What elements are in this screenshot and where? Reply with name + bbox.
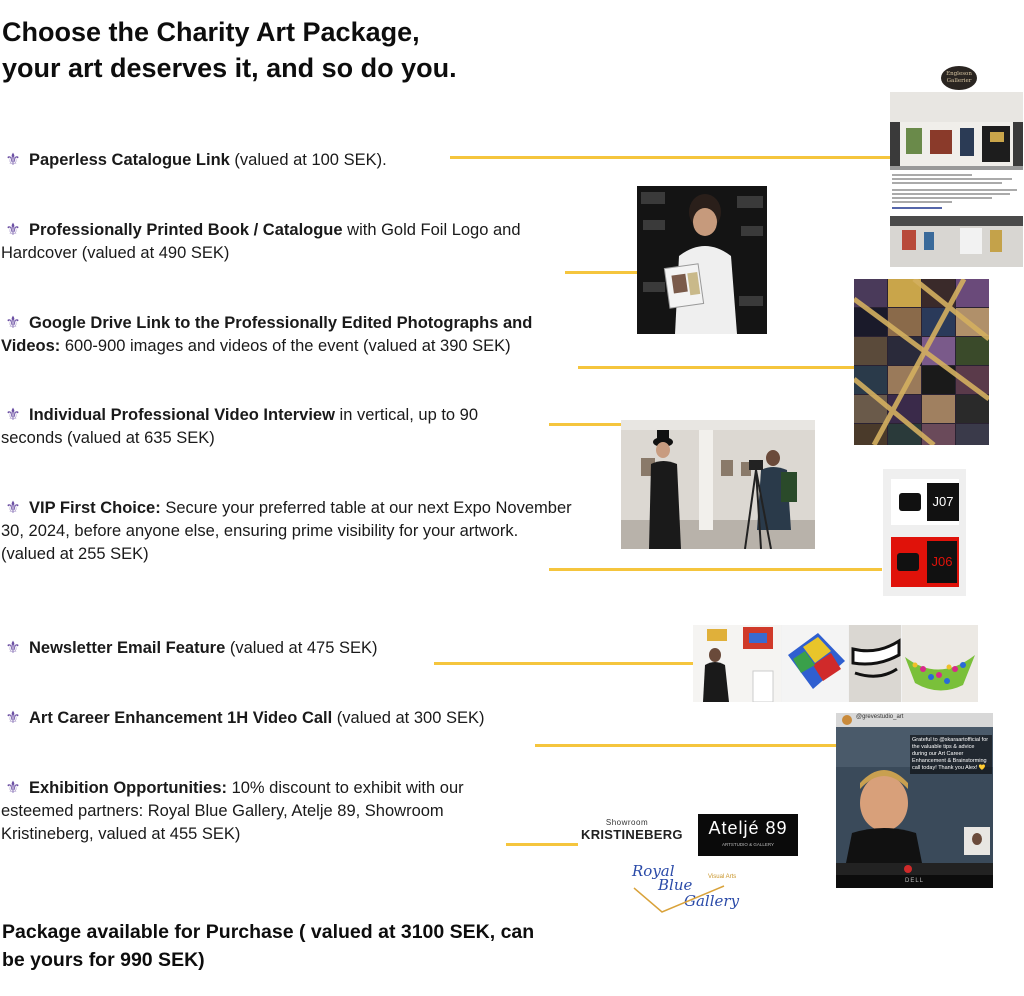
offer-line-1: Package available for Purchase ( valued at 3100 SEK, can	[2, 921, 535, 943]
connector-line	[565, 271, 637, 274]
call-controls	[836, 863, 993, 875]
item-title: Art Career Enhancement 1H Video Call	[29, 709, 333, 727]
royal-blue-gallery-logo	[628, 862, 746, 918]
logo-text: ARTSTUDIO & GALLERY	[721, 842, 775, 847]
connector-line	[535, 744, 836, 747]
list-item-vip-first-choice	[1, 496, 579, 566]
printed-book-photo	[637, 186, 767, 334]
logo-text: Visual Arts	[708, 874, 737, 880]
package-offer	[2, 918, 602, 974]
item-title: Google Drive Link to the Professionally Edited Photographs and Videos:	[1, 314, 533, 355]
atelje-89-logo	[698, 814, 798, 856]
list-item-exhibition	[1, 776, 531, 846]
newsletter-feature-images	[693, 625, 978, 702]
item-title: VIP First Choice:	[29, 499, 161, 517]
fleur-de-lis-icon: ⚜	[5, 708, 21, 727]
event-photos-collage	[854, 279, 989, 445]
logo-swoosh	[628, 882, 746, 918]
offer-line-2: be yours for 990 SEK)	[2, 949, 205, 971]
connector-line	[549, 423, 621, 426]
connector-line	[549, 568, 882, 571]
logo-text: Gallerier	[946, 78, 972, 84]
table-j07-tile	[891, 479, 959, 525]
item-desc: (valued at 100 SEK).	[229, 151, 387, 169]
list-item-newsletter	[1, 636, 576, 660]
list-item-career-call	[1, 706, 576, 730]
newsletter-strip-drawing	[693, 625, 978, 702]
item-desc: 600-900 images and videos of the event (valued at 390 SEK)	[60, 337, 511, 355]
engleson-gallerier-logo	[941, 66, 977, 90]
list-item-video-interview	[1, 403, 541, 450]
title-line-2: your art deserves it, and so do you.	[2, 53, 457, 83]
fleur-de-lis-icon: ⚜	[5, 150, 21, 169]
video-call-screenshot	[836, 713, 993, 888]
video-interview-drawing	[621, 420, 815, 549]
list-item-printed-book	[1, 218, 576, 265]
logo-text: Ateljé 89	[708, 818, 788, 838]
printed-book-drawing	[637, 186, 767, 334]
call-message: Grateful to @skaraartofficial for the valuable tips & advice during our Art Career Enhancement & Brainstorming call today! Thank you Alex! 💛	[910, 735, 992, 774]
title-line-1: Choose the Charity Art Package,	[2, 17, 420, 47]
logo-text: Showroom	[605, 818, 649, 827]
call-video-area	[836, 727, 993, 863]
catalogue-page-drawing	[890, 92, 1023, 267]
item-extra: (valued at 255 SEK)	[1, 545, 149, 563]
table-icon	[897, 553, 919, 571]
table-icon	[899, 493, 921, 511]
item-desc: 10% discount to exhibit with our esteemed partners: Royal Blue Gallery, Atelje 89, Showroom Kristineberg, valued at 455 SEK)	[1, 779, 464, 843]
list-item-paperless-catalogue	[1, 148, 576, 172]
end-call-icon	[904, 865, 912, 873]
fleur-de-lis-icon: ⚜	[5, 220, 21, 239]
browser-bar	[836, 713, 993, 727]
call-header: @grevestudio_art	[856, 714, 904, 720]
logo-text: Royal	[632, 862, 675, 880]
fleur-de-lis-icon: ⚜	[5, 313, 21, 332]
fleur-de-lis-icon: ⚜	[5, 498, 21, 517]
showroom-kristineberg-logo	[581, 818, 683, 852]
item-desc: in vertical, up to 90 seconds (valued at 635 SEK)	[1, 406, 479, 447]
connector-line	[578, 366, 854, 369]
event-collage-drawing	[854, 279, 989, 445]
item-title: Professionally Printed Book / Catalogue	[29, 221, 343, 239]
fleur-de-lis-icon: ⚜	[5, 405, 21, 424]
logo-text: Blue	[658, 876, 693, 894]
monitor-brand: DELL	[836, 875, 993, 888]
list-item-google-drive	[1, 311, 576, 358]
item-title: Individual Professional Video Interview	[29, 406, 335, 424]
connector-line	[450, 156, 890, 159]
avatar	[842, 715, 852, 725]
logo-text: Engleson	[946, 71, 972, 77]
table-label-j07: J07	[927, 483, 959, 521]
item-desc: (valued at 475 SEK)	[225, 639, 378, 657]
item-title: Exhibition Opportunities:	[29, 779, 227, 797]
item-title: Newsletter Email Feature	[29, 639, 226, 657]
item-desc: with Gold Foil Logo and Hardcover (valued at 490 SEK)	[1, 221, 521, 262]
item-desc: (valued at 300 SEK)	[332, 709, 485, 727]
table-j06-tile	[891, 537, 959, 587]
logo-text: Gallery	[684, 892, 740, 910]
video-interview-photo	[621, 420, 815, 549]
table-selection-image	[883, 469, 966, 596]
fleur-de-lis-icon: ⚜	[5, 638, 21, 657]
table-label-j06: J06	[927, 541, 957, 583]
connector-line	[506, 843, 578, 846]
item-desc: Secure your preferred table at our next Expo November 30, 2024, before anyone else, ensuring prime visibility for your artwork.	[1, 499, 572, 540]
catalogue-page-image	[890, 92, 1023, 267]
page-title	[2, 14, 602, 86]
item-title: Paperless Catalogue Link	[29, 151, 230, 169]
logo-text: KRISTINEBERG	[581, 827, 683, 842]
connector-line	[434, 662, 693, 665]
fleur-de-lis-icon: ⚜	[5, 778, 21, 797]
